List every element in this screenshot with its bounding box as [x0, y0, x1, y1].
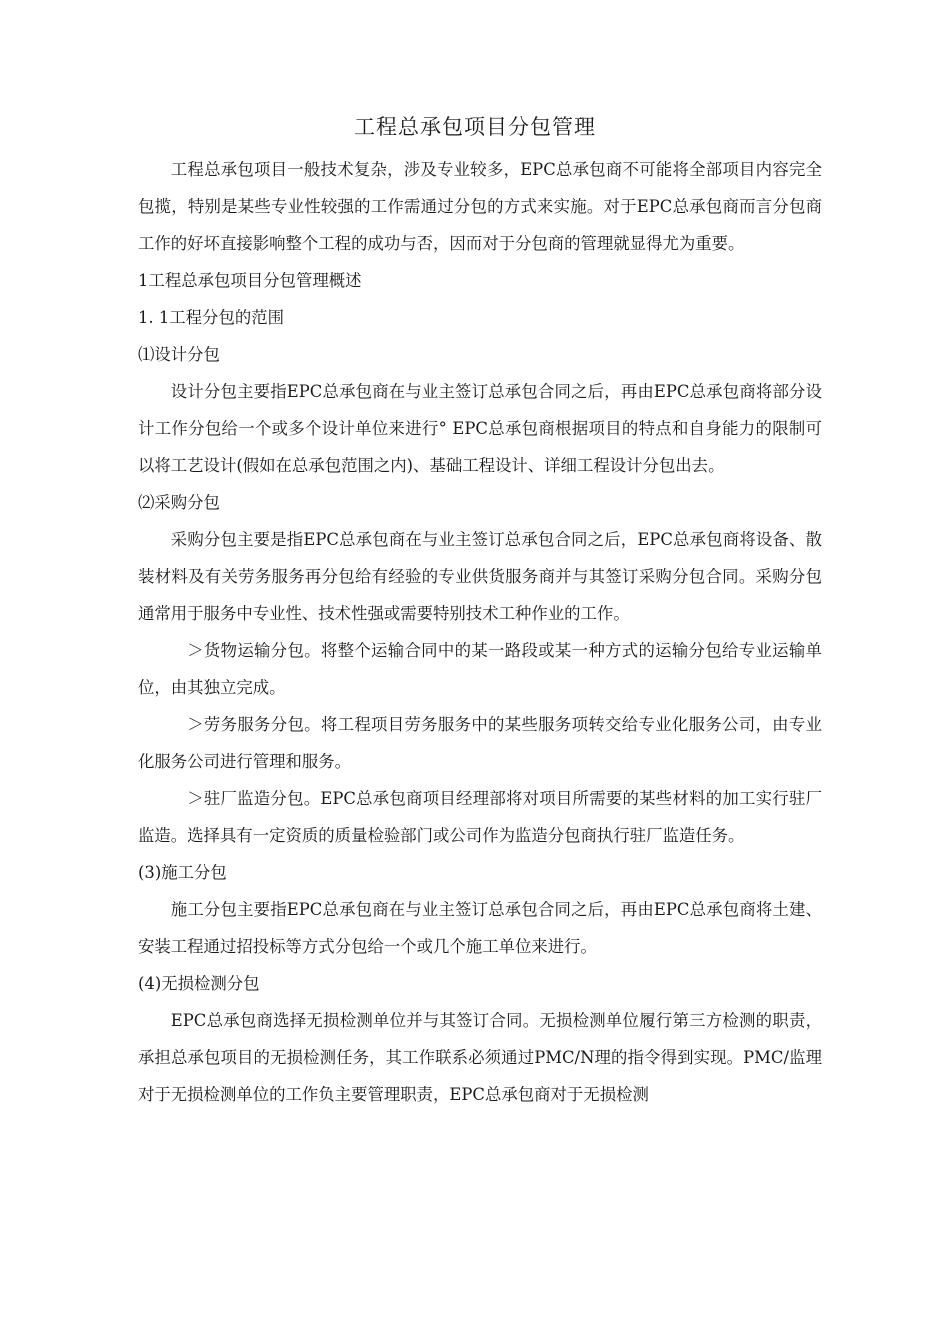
- item-heading-ndt: (4)无损检测分包: [138, 974, 260, 993]
- subsection-heading: 1. 1工程分包的范围: [138, 308, 285, 327]
- document-body: [138, 151, 822, 1113]
- bullet-transport: ＞货物运输分包。将整个运输合同中的某一路段或某一种方式的运输分包给专业运输单位，由其独立完成。: [138, 641, 822, 697]
- section-heading: 1工程总承包项目分包管理概述: [138, 271, 362, 290]
- item-heading-design: ⑴设计分包: [138, 345, 220, 364]
- construction-paragraph: 施工分包主要指EPC总承包商在与业主签订总承包合同之后，再由EPC总承包商将土建、安装工程通过招投标等方式分包给一个或几个施工单位来进行。: [138, 900, 822, 956]
- bullet-labor: ＞劳务服务分包。将工程项目劳务服务中的某些服务项转交给专业化服务公司，由专业化服务公司进行管理和服务。: [138, 715, 822, 771]
- item-heading-procurement: ⑵采购分包: [138, 493, 220, 512]
- document-title: 工程总承包项目分包管理: [354, 115, 596, 139]
- ndt-paragraph: EPC总承包商选择无损检测单位并与其签订合同。无损检测单位履行第三方检测的职责，承担总承包项目的无损检测任务，其工作联系必须通过PMC/N理的指令得到实现。PMC/监理对于无损检测单位的工作负主要管理职责，EPC总承包商对于无损检测: [138, 1011, 822, 1104]
- intro-paragraph: 工程总承包项目一般技术复杂，涉及专业较多，EPC总承包商不可能将全部项目内容完全包揽，特别是某些专业性较强的工作需通过分包的方式来实施。对于EPC总承包商而言分包商工作的好坏直接影响整个工程的成功与否，因而对于分包商的管理就显得尤为重要。: [138, 160, 822, 253]
- item-heading-construction: (3)施工分包: [138, 863, 227, 882]
- design-paragraph: 设计分包主要指EPC总承包商在与业主签订总承包合同之后，再由EPC总承包商将部分设计工作分包给一个或多个设计单位来进行° EPC总承包商根据项目的特点和自身能力的限制可以将工艺设计(假如在总承包范围之内)、基础工程设计、详细工程设计分包出去。: [138, 382, 822, 475]
- bullet-supervision: ＞驻厂监造分包。EPC总承包商项目经理部将对项目所需要的某些材料的加工实行驻厂监造。选择具有一定资质的质量检验部门或公司作为监造分包商执行驻厂监造任务。: [138, 789, 822, 845]
- procurement-paragraph: 采购分包主要是指EPC总承包商在与业主签订总承包合同之后，EPC总承包商将设备、散装材料及有关劳务服务再分包给有经验的专业供货服务商并与其签订采购分包合同。采购分包通常用于服务中专业性、技术性强或需要特别技术工种作业的工作。: [138, 530, 822, 623]
